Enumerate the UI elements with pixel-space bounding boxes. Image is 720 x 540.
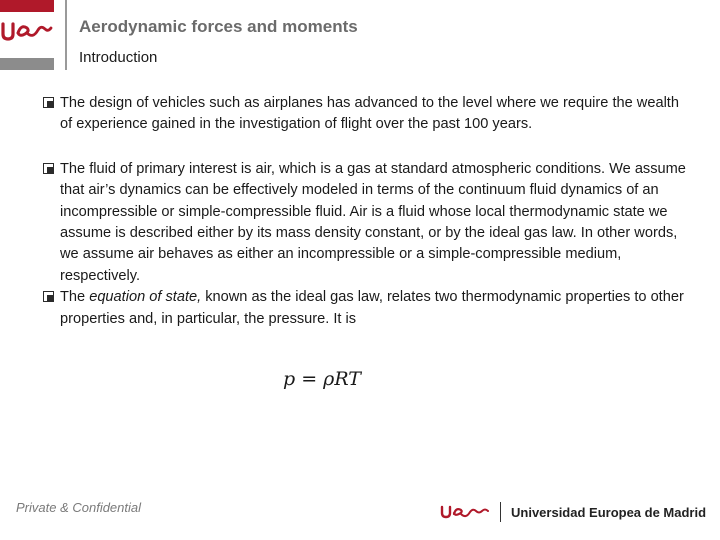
checkbox-bullet-icon bbox=[43, 291, 54, 302]
header-logo bbox=[0, 0, 54, 72]
bullet-item bbox=[40, 93, 690, 136]
checkbox-bullet-icon bbox=[43, 97, 54, 108]
confidential-note: Private & Confidential bbox=[16, 500, 142, 515]
university-name: Universidad Europea de Madrid bbox=[511, 504, 707, 520]
bullet-emphasis: equation of state, bbox=[89, 289, 202, 306]
bullet-text: The design of vehicles such as airplanes has advanced to the level where we require the wealth of experience gained in the investigation of flight over the past 100 years. bbox=[60, 95, 679, 133]
footer-divider bbox=[500, 502, 501, 522]
bullet-text: The fluid of primary interest is air, which is a gas at standard atmospheric conditions. We assume that air’s dynamics can be effectively modeled in terms of the continuum fluid dynamics of an incompressible or simple-compressible fluid. Air is a fluid whose local thermodynamic state we assume is described either by its mass density constant, or by the ideal gas law. In other words, we assume air behaves as either an incompressible or a simple-compressible medium, respectively. bbox=[60, 160, 686, 284]
page-title: Aerodynamic forces and moments bbox=[79, 17, 358, 36]
footer-logo bbox=[440, 502, 706, 522]
ideal-gas-law-formula: p = ρRT bbox=[283, 368, 361, 390]
slide-content bbox=[40, 93, 690, 330]
checkbox-bullet-icon bbox=[43, 163, 54, 174]
bullet-lead: The bbox=[60, 289, 90, 306]
header-divider bbox=[65, 0, 67, 70]
university-logo-icon bbox=[0, 0, 54, 72]
bullet-item bbox=[40, 287, 690, 330]
bullet-item bbox=[40, 159, 690, 287]
university-mark-icon bbox=[440, 503, 492, 521]
page-subtitle: Introduction bbox=[79, 49, 158, 66]
bullet-text: known as the ideal gas law, relates two thermodynamic properties to other properties and, in particular, the pressure. It is bbox=[60, 289, 684, 327]
